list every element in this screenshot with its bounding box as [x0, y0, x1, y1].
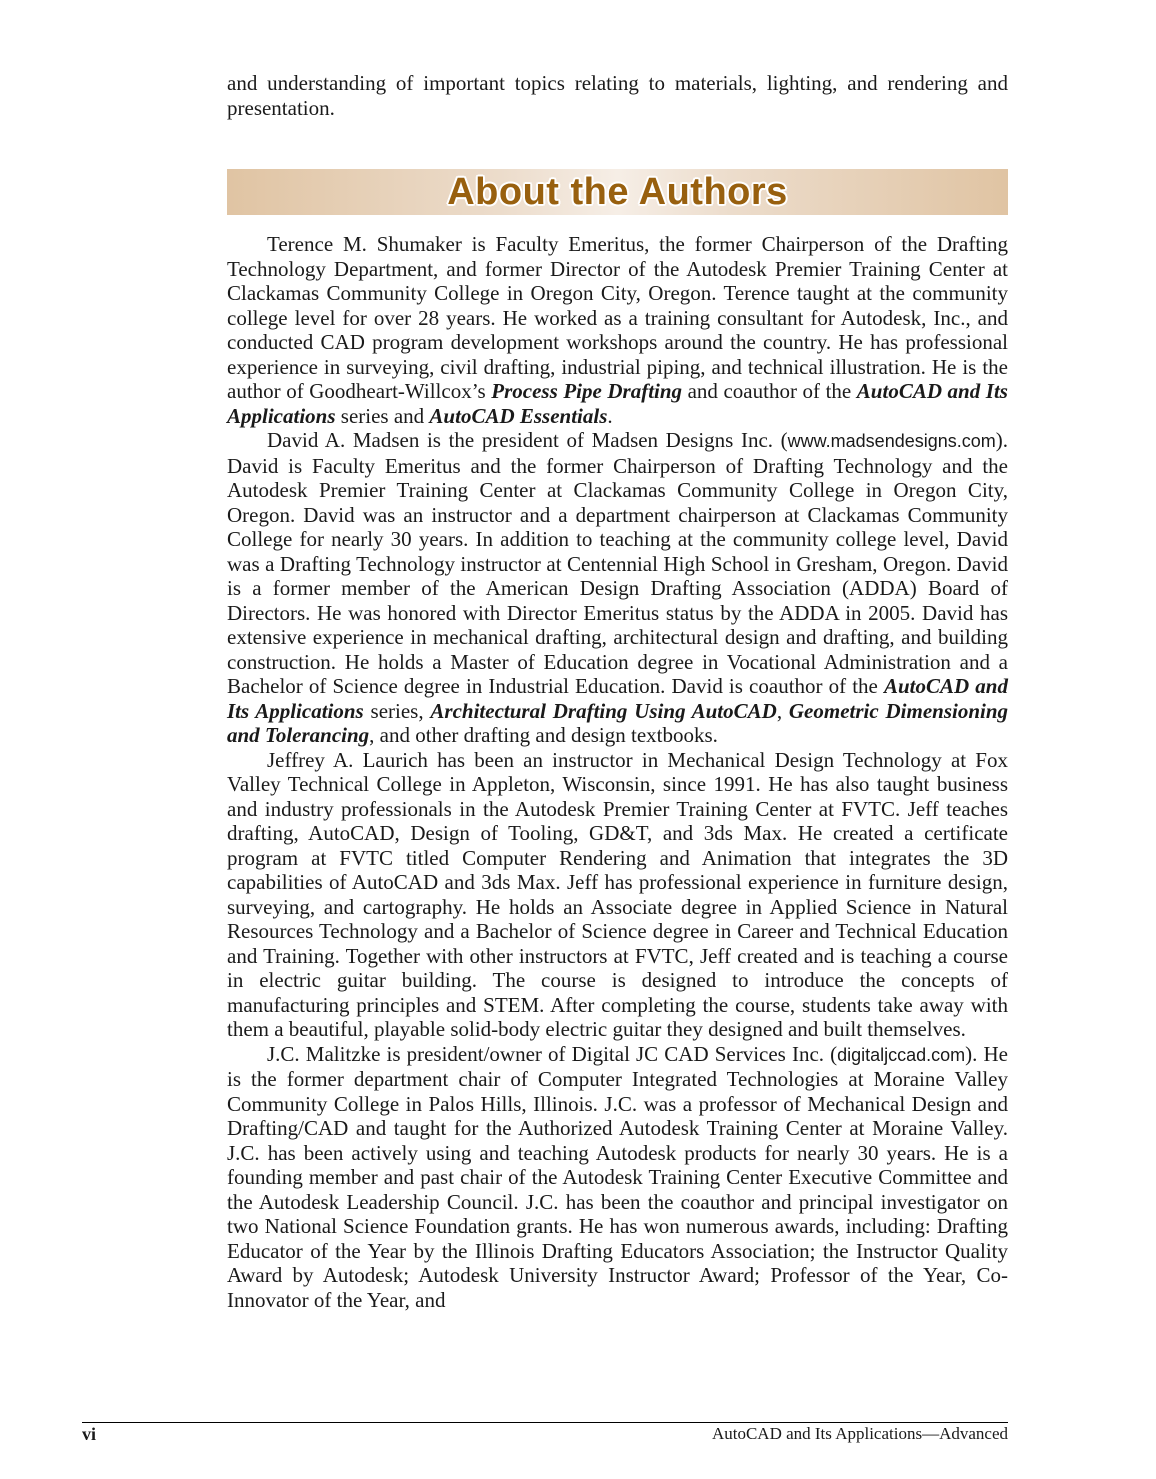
- book-title: Geometric Dimensioning and Tolerancing: [227, 698, 1009, 747]
- text-run: , and other drafting and design textbooks.: [369, 723, 718, 747]
- section-heading: About the Authors: [447, 170, 788, 213]
- page-number: vi: [82, 1424, 97, 1444]
- text-run: David A. Madsen is the president of Madsen Designs Inc. (: [267, 428, 788, 452]
- text-run: Jeffrey A. Laurich has been an instructor in Mechanical Design Technology at Fox Valley Technical College in Appleton, Wisconsin, since 1991. He has also taught business and industry professionals in the Autodesk Premier Training Center at FVTC. Jeff teaches drafting, AutoCAD, Design of Tooling, GD&T, and 3ds Max. He created a certificate program at FVTC titled Computer Rendering and Animation that integrates the 3D capabilities of AutoCAD and 3ds Max. Jeff has professional experience in furniture design, surveying, and cartography. He holds an Associate degree in Applied Science in Natural Resources Technology and a Bachelor of Science degree in Career and Technical Education and Training. Together with other instructors at FVTC, Jeff created and is teaching a course in electric guitar building. The course is designed to introduce the concepts of manufacturing principles and STEM. After completing the course, students take away with them a beautiful, playable solid-body electric guitar they designed and built themselves.: [227, 747, 1008, 1041]
- book-title: Process Pipe Drafting: [491, 379, 683, 403]
- text-run: ,: [776, 698, 789, 723]
- website-url: www.madsendesigns.com: [787, 431, 996, 451]
- bio-laurich: [227, 748, 1008, 1042]
- bio-malitzke: [227, 1042, 1008, 1313]
- section-heading-band: [227, 169, 1008, 215]
- book-title: AutoCAD and Its Applications: [227, 674, 1008, 723]
- author-bios: [227, 232, 1008, 1312]
- book-title: AutoCAD Essentials: [429, 403, 608, 428]
- website-url: digitaljccad.com: [837, 1044, 966, 1065]
- running-title: AutoCAD and Its Applications—Advanced: [711, 1424, 1008, 1443]
- text-run: series and: [335, 403, 430, 428]
- text-run: .: [607, 403, 613, 428]
- intro-paragraph: [227, 71, 1008, 120]
- text-run: series,: [363, 698, 431, 723]
- text-run: and coauthor of the: [682, 379, 857, 403]
- bio-madsen: [227, 428, 1008, 748]
- bio-shumaker: [227, 232, 1008, 428]
- book-title: Architectural Drafting Using AutoCAD: [430, 698, 777, 723]
- footer-rule: [82, 1422, 1008, 1423]
- book-title: AutoCAD and Its Applications: [227, 379, 1008, 428]
- text-run: Terence M. Shumaker is Faculty Emeritus, the former Chairperson of the Drafting Technology Department, and former Director of the Autodesk Premier Training Center at Clackamas Community College in Oregon City, Oregon. Terence taught at the community college level for over 28 years. He worked as a training consultant for Autodesk, Inc., and conducted CAD program development workshops around the country. He has professional experience in surveying, civil drafting, industrial piping, and technical illustration. He is the author of Goodheart-Willcox’s: [227, 232, 1008, 403]
- text-run: ). He is the former department chair of Computer Integrated Technologies at Moraine Valley Community College in Palos Hills, Illinois. J.C. was a professor of Mechanical Design and Drafting/CAD and taught for the Authorized Autodesk Training Center at Moraine Valley. J.C. has been actively using and teaching Autodesk products for nearly 30 years. He is a founding member and past chair of the Autodesk Training Center Executive Committee and the Autodesk Leadership Council. J.C. has been the coauthor and principal investigator on two National Science Foundation grants. He has won numerous awards, including: Drafting Educator of the Year by the Illinois Drafting Educators Association; the Instructor Quality Award by Autodesk; Autodesk University Instructor Award; Professor of the Year, Co-Innovator of the Year, and: [227, 1041, 1008, 1312]
- intro-text: and understanding of important topics relating to materials, lighting, and rendering and presentation.: [227, 71, 1008, 120]
- text-run: ). David is Faculty Emeritus and the former Chairperson of Drafting Technology and the Autodesk Premier Training Center at Clackamas Community College in Oregon City, Oregon. David was an instructor and a department chairperson at Clackamas Community College for nearly 30 years. In addition to teaching at the community college level, David was a Drafting Technology instructor at Centennial High School in Gresham, Oregon. David is a former member of the American Design Drafting Association (ADDA) Board of Directors. He was honored with Director Emeritus status by the ADDA in 2005. David has extensive experience in mechanical drafting, architectural design and drafting, and building construction. He holds a Master of Education degree in Vocational Administration and a Bachelor of Science degree in Industrial Education. David is coauthor of the: [227, 428, 1008, 698]
- text-run: J.C. Malitzke is president/owner of Digital JC CAD Services Inc. (: [267, 1041, 838, 1066]
